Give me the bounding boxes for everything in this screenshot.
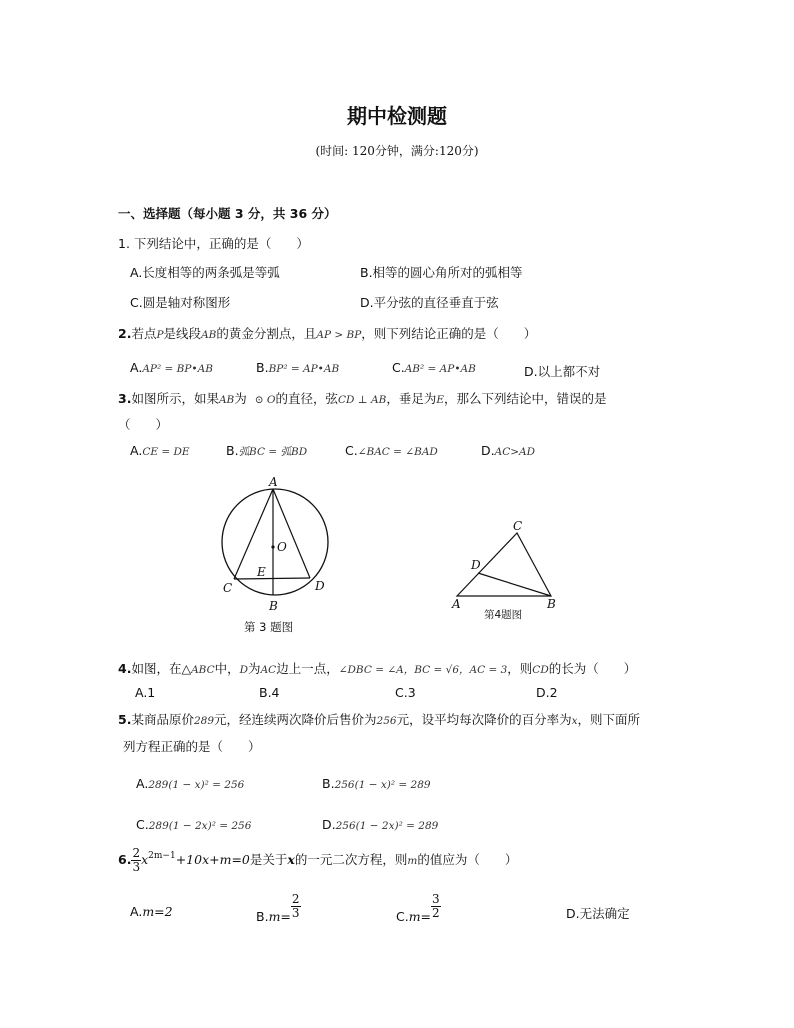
q5-option-b: B.256(1 − x)² = 289 [322,776,431,791]
q1-option-b: B.相等的圆心角所对的弧相等 [360,265,523,280]
fig3-label-e: E [257,565,266,579]
question-5-cont: 列方程正确的是（ ） [123,739,261,754]
figure-4-triangle-diagram [445,518,565,610]
q2-option-b: B.BP² = AP•AB [256,360,340,375]
q6-option-d: D.无法确定 [566,906,630,921]
figure-3-circle-diagram [205,472,345,614]
q5-option-d: D.256(1 − 2x)² = 289 [322,817,439,832]
q4-option-d: D.2 [536,685,558,700]
section-heading: 一、选择题（每小题 3 分，共 36 分） [118,206,337,221]
fig3-label-b: B [269,599,278,613]
fig3-chord-cd [234,578,310,579]
q2-option-d: D.以上都不对 [524,364,601,379]
question-6: 6. $\frac{2}{3}$ $x^{2m-1}+10x+m=0$是关于x的一元二次方程，则m的值应为（ ） [118,846,518,874]
q3-option-a: A.CE = DE [130,443,190,458]
q3-option-d: D.AC>AD [481,443,536,458]
question-4: 4.如图，在△ABC中，D为AC边上一点，∠DBC = ∠A，BC = √6，AC = 3，则CD的长为（ ） [118,661,637,676]
question-1: 1. 下列结论中，正确的是（ ） [118,236,309,251]
q2-number: 2. [118,326,132,341]
q6-option-a: A.m=2 [130,904,173,919]
fig3-label-a: A [269,475,278,489]
q3-option-c: C.∠BAC = ∠BAD [345,443,438,458]
q2-option-a: A.AP² = BP•AB [130,360,213,375]
page-subtitle: (时间: 120分钟，满分:120分) [315,144,479,158]
fig4-label-b: B [547,597,556,610]
question-3-cont: （ ） [118,417,169,432]
fig3-chord-ad [273,489,310,578]
figure-4-caption: 第4题图 [484,609,523,621]
q5-option-c: C.289(1 − 2x)² = 256 [136,817,252,832]
q1-option-c: C.圆是轴对称图形 [130,295,231,310]
q1-option-a: A.长度相等的两条弧是等弧 [130,265,280,280]
fig3-label-c: C [223,581,233,595]
q1-option-d: D.平分弦的直径垂直于弦 [360,295,499,310]
fig3-center-point [271,545,274,548]
q6-option-c: C.m= $\frac{3}{2}$ [396,892,440,924]
fig3-label-d: D [315,579,325,593]
q6-fraction: $\frac{2}{3}$ [132,846,141,874]
question-5: 5.某商品原价289元，经连续两次降价后售价为256元，设平均每次降价的百分率为x，则下面所 [118,712,641,727]
fig4-label-c: C [513,519,523,533]
q4-option-c: C.3 [395,685,416,700]
question-2: 2.若点P是线段AB的黄金分割点，且AP > BP，则下列结论正确的是（ ） [118,326,537,341]
q2-option-c: C.AB² = AP•AB [392,360,476,375]
q5-option-a: A.289(1 − x)² = 256 [136,776,245,791]
q4-option-a: A.1 [135,685,156,700]
fig4-label-d: D [471,558,481,572]
page-title: 期中检测题 [347,104,447,128]
q6-option-b: B.m= $\frac{2}{3}$ [256,892,300,924]
figure-3-caption: 第 3 题图 [244,620,294,634]
q4-option-b: B.4 [259,685,280,700]
question-3: 3.如图所示，如果AB为 ⊙ O的直径，弦CD ⊥ AB，垂足为E，那么下列结论中，错误的是 [118,391,607,406]
fig3-label-o: O [277,540,287,554]
fig4-label-a: A [452,597,461,610]
q3-option-b: B.弧BC = 弧BD [226,443,308,458]
